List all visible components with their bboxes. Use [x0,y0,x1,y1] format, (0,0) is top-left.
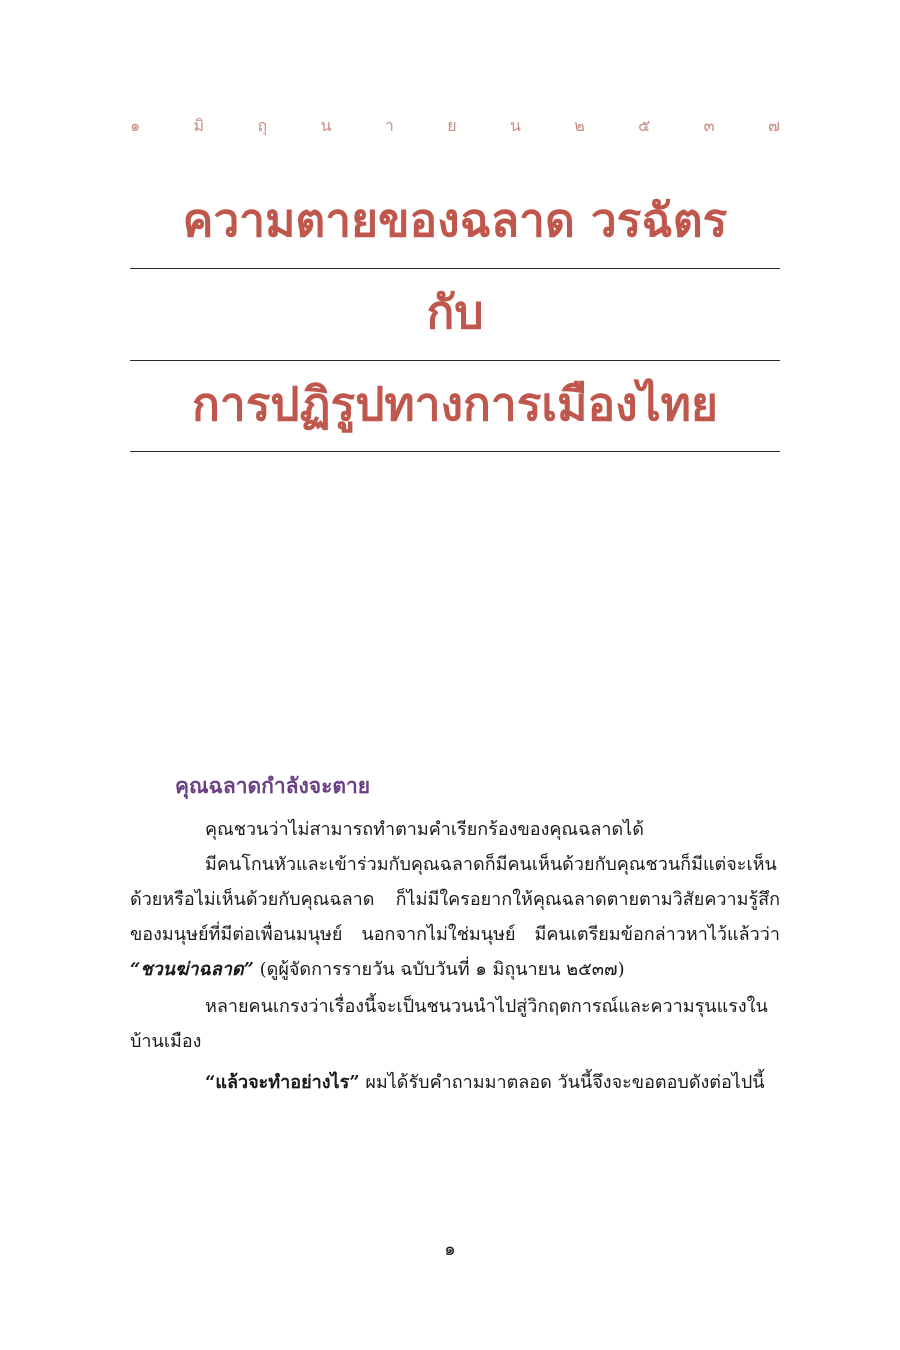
title-divider [130,360,780,361]
paragraph-text: หลายคนเกรงว่าเรื่องนี้จะเป็นชนวนนำไปสู่วิกฤตการณ์และความรุนแรงในบ้านเมือง [130,996,768,1052]
paragraph-text: ผมได้รับคำถามมาตลอด วันนี้จึงจะขอตอบดังต่อไปนี้ [359,1072,765,1093]
date-char: ๗ [767,116,780,135]
date-char: มิ [193,116,205,135]
date-char: ย [447,116,457,135]
date-char: ๓ [703,116,715,135]
date-char: ๑ [130,116,141,135]
paragraph [130,989,780,1059]
date-line [130,114,780,139]
title-line-3: การปฏิรูปทางการเมืองไทย [192,377,718,431]
title-line-1: ความตายของฉลาด วรฉัตร [182,193,728,247]
paragraph [130,1065,780,1100]
body-text [130,812,780,1100]
date-char: ๒ [574,116,585,135]
date-char: น [320,116,332,135]
quote-emphasis: “แล้วจะทำอย่างไร” [205,1072,360,1093]
page-number: ๑ [444,1239,456,1260]
date-char: า [384,116,394,135]
date-char: ๕ [638,116,651,135]
title-divider [130,268,780,269]
paragraph [130,847,780,987]
date-char: น [509,116,521,135]
quote-emphasis: “ชวนฆ่าฉลาด” [130,959,254,980]
title-divider [130,451,780,452]
paragraph-text: มีคนโกนหัวและเข้าร่วมกับคุณฉลาดก็มีคนเห็นด้วยกับคุณชวนก็มีแต่จะเห็นด้วยหรือไม่เห็นด้วยกับคุณฉลาด ก็ไม่มีใครอยากให้คุณฉลาดตายตามวิสัยความรู้สึกของมนุษย์ที่มีต่อเพื่อนมนุษย์ นอกจากไม่ใช่มนุษย์ มีคนเตรียมข้อกล่าวหาไว้แล้วว่า [130,854,780,945]
date-char: ถุ [257,116,268,135]
paragraph [130,812,780,847]
section-heading: คุณฉลาดกำลังจะตาย [175,773,371,798]
title-line-2: กับ [426,285,484,339]
paragraph-text: คุณชวนว่าไม่สามารถทำตามคำเรียกร้องของคุณฉลาดได้ [205,819,644,840]
paragraph-text: (ดูผู้จัดการรายวัน ฉบับวันที่ ๑ มิถุนายน ๒๕๓๗) [253,959,625,980]
